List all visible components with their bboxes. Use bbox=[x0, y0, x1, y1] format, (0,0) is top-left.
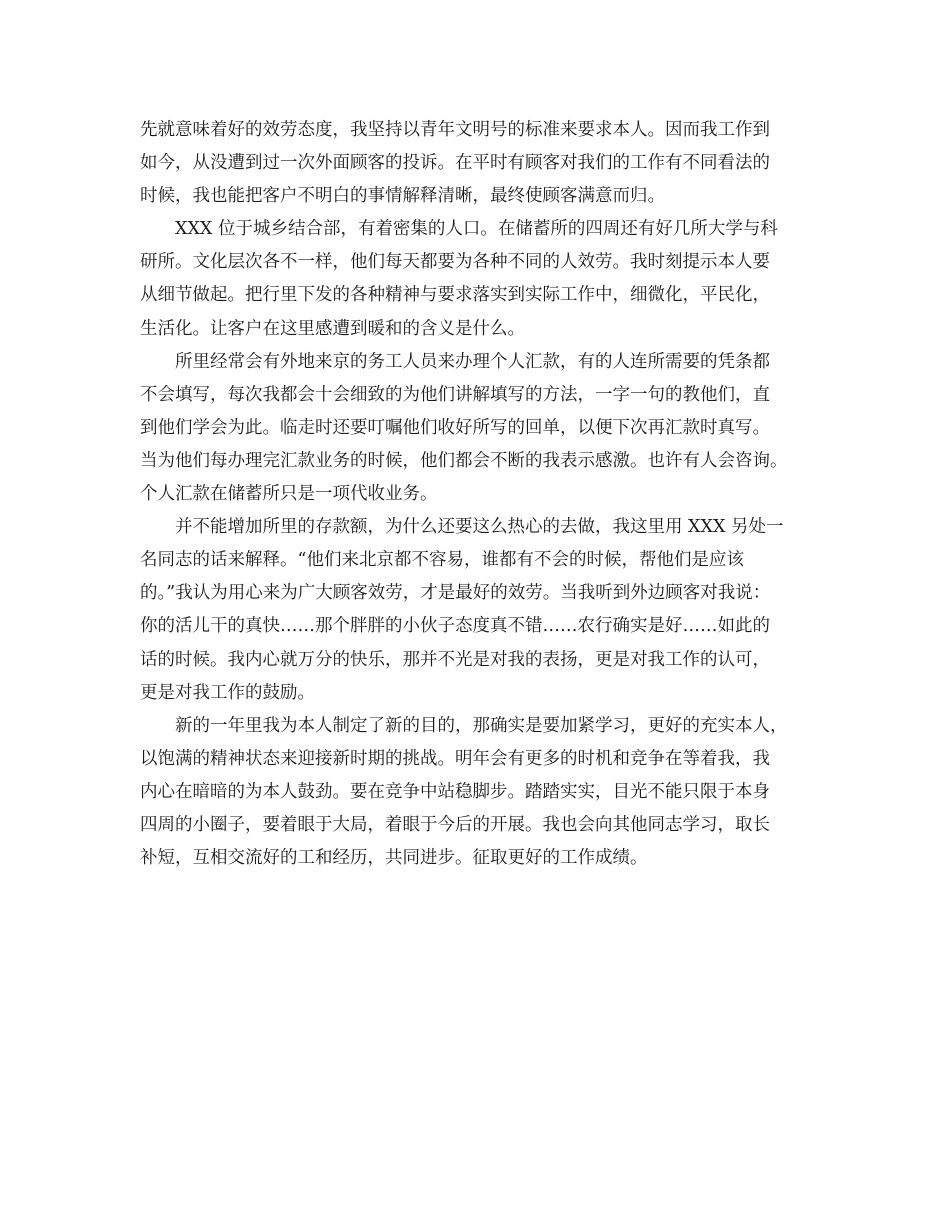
document-body bbox=[140, 114, 820, 875]
text-line: 名同志的话来解释。“他们来北京都不容易，谁都有不会的时候，帮他们是应该 bbox=[140, 550, 744, 571]
text-line: 先就意味着好的效劳态度，我坚持以青年文明号的标准来要求本人。因而我工作到 bbox=[140, 120, 770, 140]
text-line: 个人汇款在储蓄所只是一项代收业务。 bbox=[140, 484, 438, 505]
text-line: 话的时候。我内心就万分的快乐，那并不光是对我的表扬，更是对我工作的认可， bbox=[140, 649, 770, 670]
paragraph-first-line: XXX 位于城乡结合部，有着密集的人口。在储蓄所的四周还有好几所大学与科 bbox=[175, 219, 778, 240]
text-line: 四周的小圈子，要着眼于大局，着眼于今后的开展。我也会向其他同志学习，取长 bbox=[140, 814, 770, 835]
paragraph-first-line: 并不能增加所里的存款额，为什么还要这么热心的去做，我这里用 XXX 另处一 bbox=[175, 517, 784, 538]
text-line: 以饱满的精神状态来迎接新时期的挑战。明年会有更多的时机和竞争在等着我，我 bbox=[140, 748, 770, 769]
text-line: 时候，我也能把客户不明白的事情解释清晰，最终使顾客满意而归。 bbox=[140, 186, 665, 207]
text-line: 不会填写，每次我都会十会细致的为他们讲解填写的方法，一字一句的教他们，直 bbox=[140, 384, 770, 405]
text-line: 生活化。让客户在这里感遭到暖和的含义是什么。 bbox=[140, 318, 525, 339]
text-line: 内心在暗暗的为本人鼓劲。要在竞争中站稳脚步。踏踏实实，目光不能只限于本身 bbox=[140, 781, 770, 802]
text-line: 补短，互相交流好的工和经历，共同进步。征取更好的工作成绩。 bbox=[140, 848, 648, 869]
text-line: 你的活儿干的真快……那个胖胖的小伙子态度真不错……农行确实是好……如此的 bbox=[140, 616, 770, 637]
text-line: 更是对我工作的鼓励。 bbox=[140, 682, 315, 703]
text-line: 到他们学会为此。临走时还要叮嘱他们收好所写的回单，以便下次再汇款时真写。 bbox=[140, 417, 770, 438]
text-line: 如今，从没遭到过一次外面顾客的投诉。在平时有顾客对我们的工作有不同看法的 bbox=[140, 153, 770, 174]
paragraph-first-line: 新的一年里我为本人制定了新的目的，那确实是要加紧学习，更好的充实本人， bbox=[175, 715, 788, 736]
text-line: 研所。文化层次各不一样，他们每天都要为各种不同的人效劳。我时刻提示本人要 bbox=[140, 252, 770, 273]
text-line: 从细节做起。把行里下发的各种精神与要求落实到实际工作中，细微化，平民化， bbox=[140, 285, 770, 306]
paragraph-first-line: 所里经常会有外地来京的务工人员来办理个人汇款，有的人连所需要的凭条都 bbox=[175, 351, 770, 372]
text-line: 的。”我认为用心来为广大顾客效劳，才是最好的效劳。当我听到外边顾客对我说： bbox=[140, 583, 771, 604]
text-line: 当为他们每办理完汇款业务的时候，他们都会不断的我表示感激。也许有人会咨询。 bbox=[140, 450, 788, 471]
